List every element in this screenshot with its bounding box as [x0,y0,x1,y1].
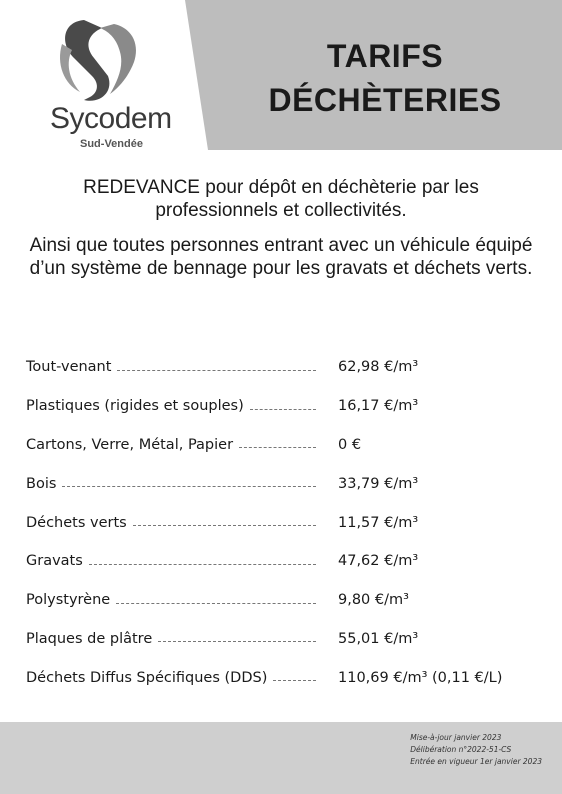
price-row-left [26,592,338,608]
price-row [26,542,556,581]
price-row-left [26,670,338,686]
leader-dots [158,641,316,642]
price-row-left [26,553,338,569]
item-name: Plaques de plâtre [26,630,153,647]
sycodem-logo [22,14,182,150]
logo-name: Sycodem [50,102,172,135]
price-row [26,387,556,426]
item-price: 16,17 €/m³ [338,398,419,415]
intro-paragraph-1-rest: pour dépôt en déchèterie par les professionnels et collectivités. [155,177,479,221]
page-title [208,34,562,122]
item-price: 62,98 €/m³ [338,359,419,376]
logo-subtitle: Sud-Vendée [80,138,143,150]
item-name: Polystyrène [26,592,111,609]
item-price: 110,69 €/m³ (0,11 €/L) [338,669,503,686]
intro-paragraph-2: Ainsi que toutes personnes entrant avec un véhicule équipé d’un système de bennage pour les gravats et déchets verts. [29,235,533,279]
leader-dots [250,409,316,410]
price-row-left [26,631,338,647]
footer-notes [410,732,542,768]
leader-dots [273,680,316,681]
item-name: Plastiques (rigides et souples) [26,398,244,415]
leader-dots [239,447,316,448]
price-row [26,464,556,503]
intro-bold-word: REDEVANCE [83,177,200,198]
price-row-left [26,398,338,414]
price-row-left [26,515,338,531]
price-list [26,348,556,697]
title-line-2: DÉCHÈTERIES [268,82,502,118]
item-price: 9,80 €/m³ [338,592,409,609]
price-row [26,658,556,697]
intro-paragraph-1 [20,176,542,222]
price-row [26,581,556,620]
item-price: 11,57 €/m³ [338,514,419,531]
header [0,0,562,150]
leader-dots [117,370,316,371]
footer-deliberation: Délibération n°2022-51-CS [410,745,512,754]
price-row-left [26,476,338,492]
title-line-1: TARIFS [326,38,444,74]
item-price: 47,62 €/m³ [338,553,419,570]
price-row [26,348,556,387]
intro-text [20,176,542,280]
item-name: Tout-venant [26,359,112,376]
price-row [26,503,556,542]
item-price: 33,79 €/m³ [338,475,419,492]
price-row [26,426,556,465]
leader-dots [89,564,316,565]
item-price: 0 € [338,436,362,453]
item-name: Bois [26,475,57,492]
footer [0,722,562,794]
price-row-left [26,437,338,453]
leader-dots [62,486,316,487]
item-name: Gravats [26,553,83,570]
footer-update-date: Mise-à-jour janvier 2023 [410,733,502,742]
footer-effective-date: Entrée en vigueur 1er janvier 2023 [410,757,542,766]
price-row [26,620,556,659]
item-price: 55,01 €/m³ [338,630,419,647]
leader-dots [133,525,316,526]
item-name: Déchets Diffus Spécifiques (DDS) [26,669,268,686]
price-row-left [26,359,338,375]
item-name: Cartons, Verre, Métal, Papier [26,436,234,453]
leader-dots [116,603,316,604]
item-name: Déchets verts [26,514,127,531]
